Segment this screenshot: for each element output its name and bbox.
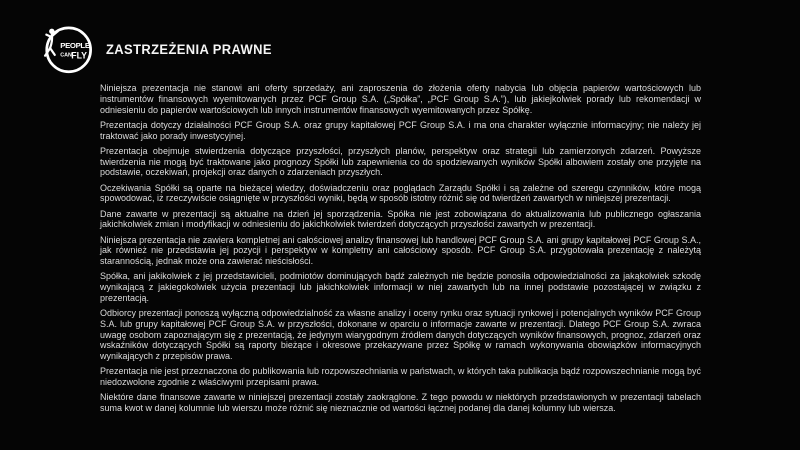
disclaimer-paragraph: Dane zawarte w prezentacji są aktualne na dzień jej sporządzenia. Spółka nie jest zobowiązana do aktualizowania lub publicznego ogłaszania jakichkolwiek zmian i modyfikacji w odniesieniu do jakichkolwiek twierdzeń dotyczących przyszłości zawartych w prezentacji.: [100, 208, 701, 230]
disclaimer-paragraph: Niektóre dane finansowe zawarte w niniejszej prezentacji zostały zaokrąglone. Z tego powodu w niektórych przedstawionych w prezentacji tabelach suma kwot w danej kolumnie lub wierszu może różnić się nieznacznie od wartości łącznej podanej dla danej kolumny lub wiersza.: [100, 392, 701, 413]
disclaimer-paragraph: Prezentacja nie jest przeznaczona do publikowania lub rozpowszechniania w państwach, w których taka publikacja bądź rozpowszechnianie mogą być niedozwolone zgodnie z właściwymi przepisami prawa.: [100, 366, 701, 387]
slide-header: [40, 22, 279, 76]
logo-text-fly: FLY: [71, 50, 87, 61]
disclaimer-paragraph: Prezentacja dotyczy działalności PCF Group S.A. oraz grupy kapitałowej PCF Group S.A. i ma ona charakter wyłącznie informacyjny; nie należy jej traktować jako porady inwestycyjnej.: [100, 119, 701, 141]
disclaimer-paragraph: Prezentacja obejmuje stwierdzenia dotyczące przyszłości, przyszłych planów, perspektyw oraz strategii lub zamierzonych zdarzeń. Powyższe twierdzenia nie mogą być traktowane jako prognozy Spółki lub zapewnienia co do spodziewanych wyników Spółki albowiem zostały one przyjęte na podstawie, oczekiwań, projekcji oraz danych o zdarzeniach przyszłych.: [100, 145, 701, 178]
logo-text-can: CAN: [60, 52, 72, 59]
page-title: ZASTRZEŻENIA PRAWNE: [106, 41, 272, 57]
disclaimer-text-block: [100, 83, 701, 414]
disclaimer-paragraph: Spółka, ani jakikolwiek z jej przedstawicieli, podmiotów dominujących bądź zależnych nie będzie ponosiła odpowiedzialności za jakąkolwiek szkodę wynikającą z jakiegokolwiek użycia prezentacji lub jakichkolwiek informacji w niej zawartych lub na innej podstawie pozostającej w związku z prezentacją.: [100, 271, 701, 303]
disclaimer-paragraph: Odbiorcy prezentacji ponoszą wyłączną odpowiedzialność za własne analizy i oceny rynku oraz sytuacji rynkowej i potencjalnych wyników PCF Group S.A. lub grupy kapitałowej PCF Group S.A. w przyszłości, dokonane w oparciu o informacje zawarte w prezentacji. Dlatego PCF Group S.A. zwraca uwagę osobom zapoznającym się z prezentacją, że jedynym wiarygodnym źródłem danych dotyczących wyników finansowych, prognoz, zdarzeń oraz wskaźników dotyczących Spółki są raporty bieżące i okresowe przekazywane przez Spółkę w ramach wykonywania obowiązków informacyjnych wynikających z przepisów prawa.: [100, 308, 701, 361]
disclaimer-paragraph: Niniejsza prezentacja nie zawiera kompletnej ani całościowej analizy finansowej lub handlowej PCF Group S.A. ani grupy kapitałowej PCF Group S.A., jak również nie przedstawia jej pozycji i perspektyw w kompletny ani całościowy sposób. PCF Group S.A. przygotowała prezentację z należytą starannością, jednak może ona zawierać nieścisłości.: [100, 234, 701, 266]
people-can-fly-logo-icon: [40, 22, 94, 76]
disclaimer-paragraph: Niniejsza prezentacja nie stanowi ani oferty sprzedaży, ani zaproszenia do złożenia oferty nabycia lub objęcia papierów wartościowych lub instrumentów finansowych wyemitowanych przez PCF Group S.A. („Spółka”, „PCF Group S.A.”), lub jakiejkolwiek porady lub rekomendacji w odniesieniu do papierów wartościowych lub innych instrumentów finansowych wyemitowanych przez Spółkę.: [100, 83, 701, 115]
disclaimer-paragraph: Oczekiwania Spółki są oparte na bieżącej wiedzy, doświadczeniu oraz poglądach Zarządu Spółki i są zależne od szeregu czynników, które mogą spowodować, iż rzeczywiście osiągnięte w przyszłości wyniki, będą w sposób istotny różnić się od twierdzeń zawartych w niniejszej prezentacji.: [100, 182, 701, 204]
logo-text-people: PEOPLE: [60, 41, 90, 51]
